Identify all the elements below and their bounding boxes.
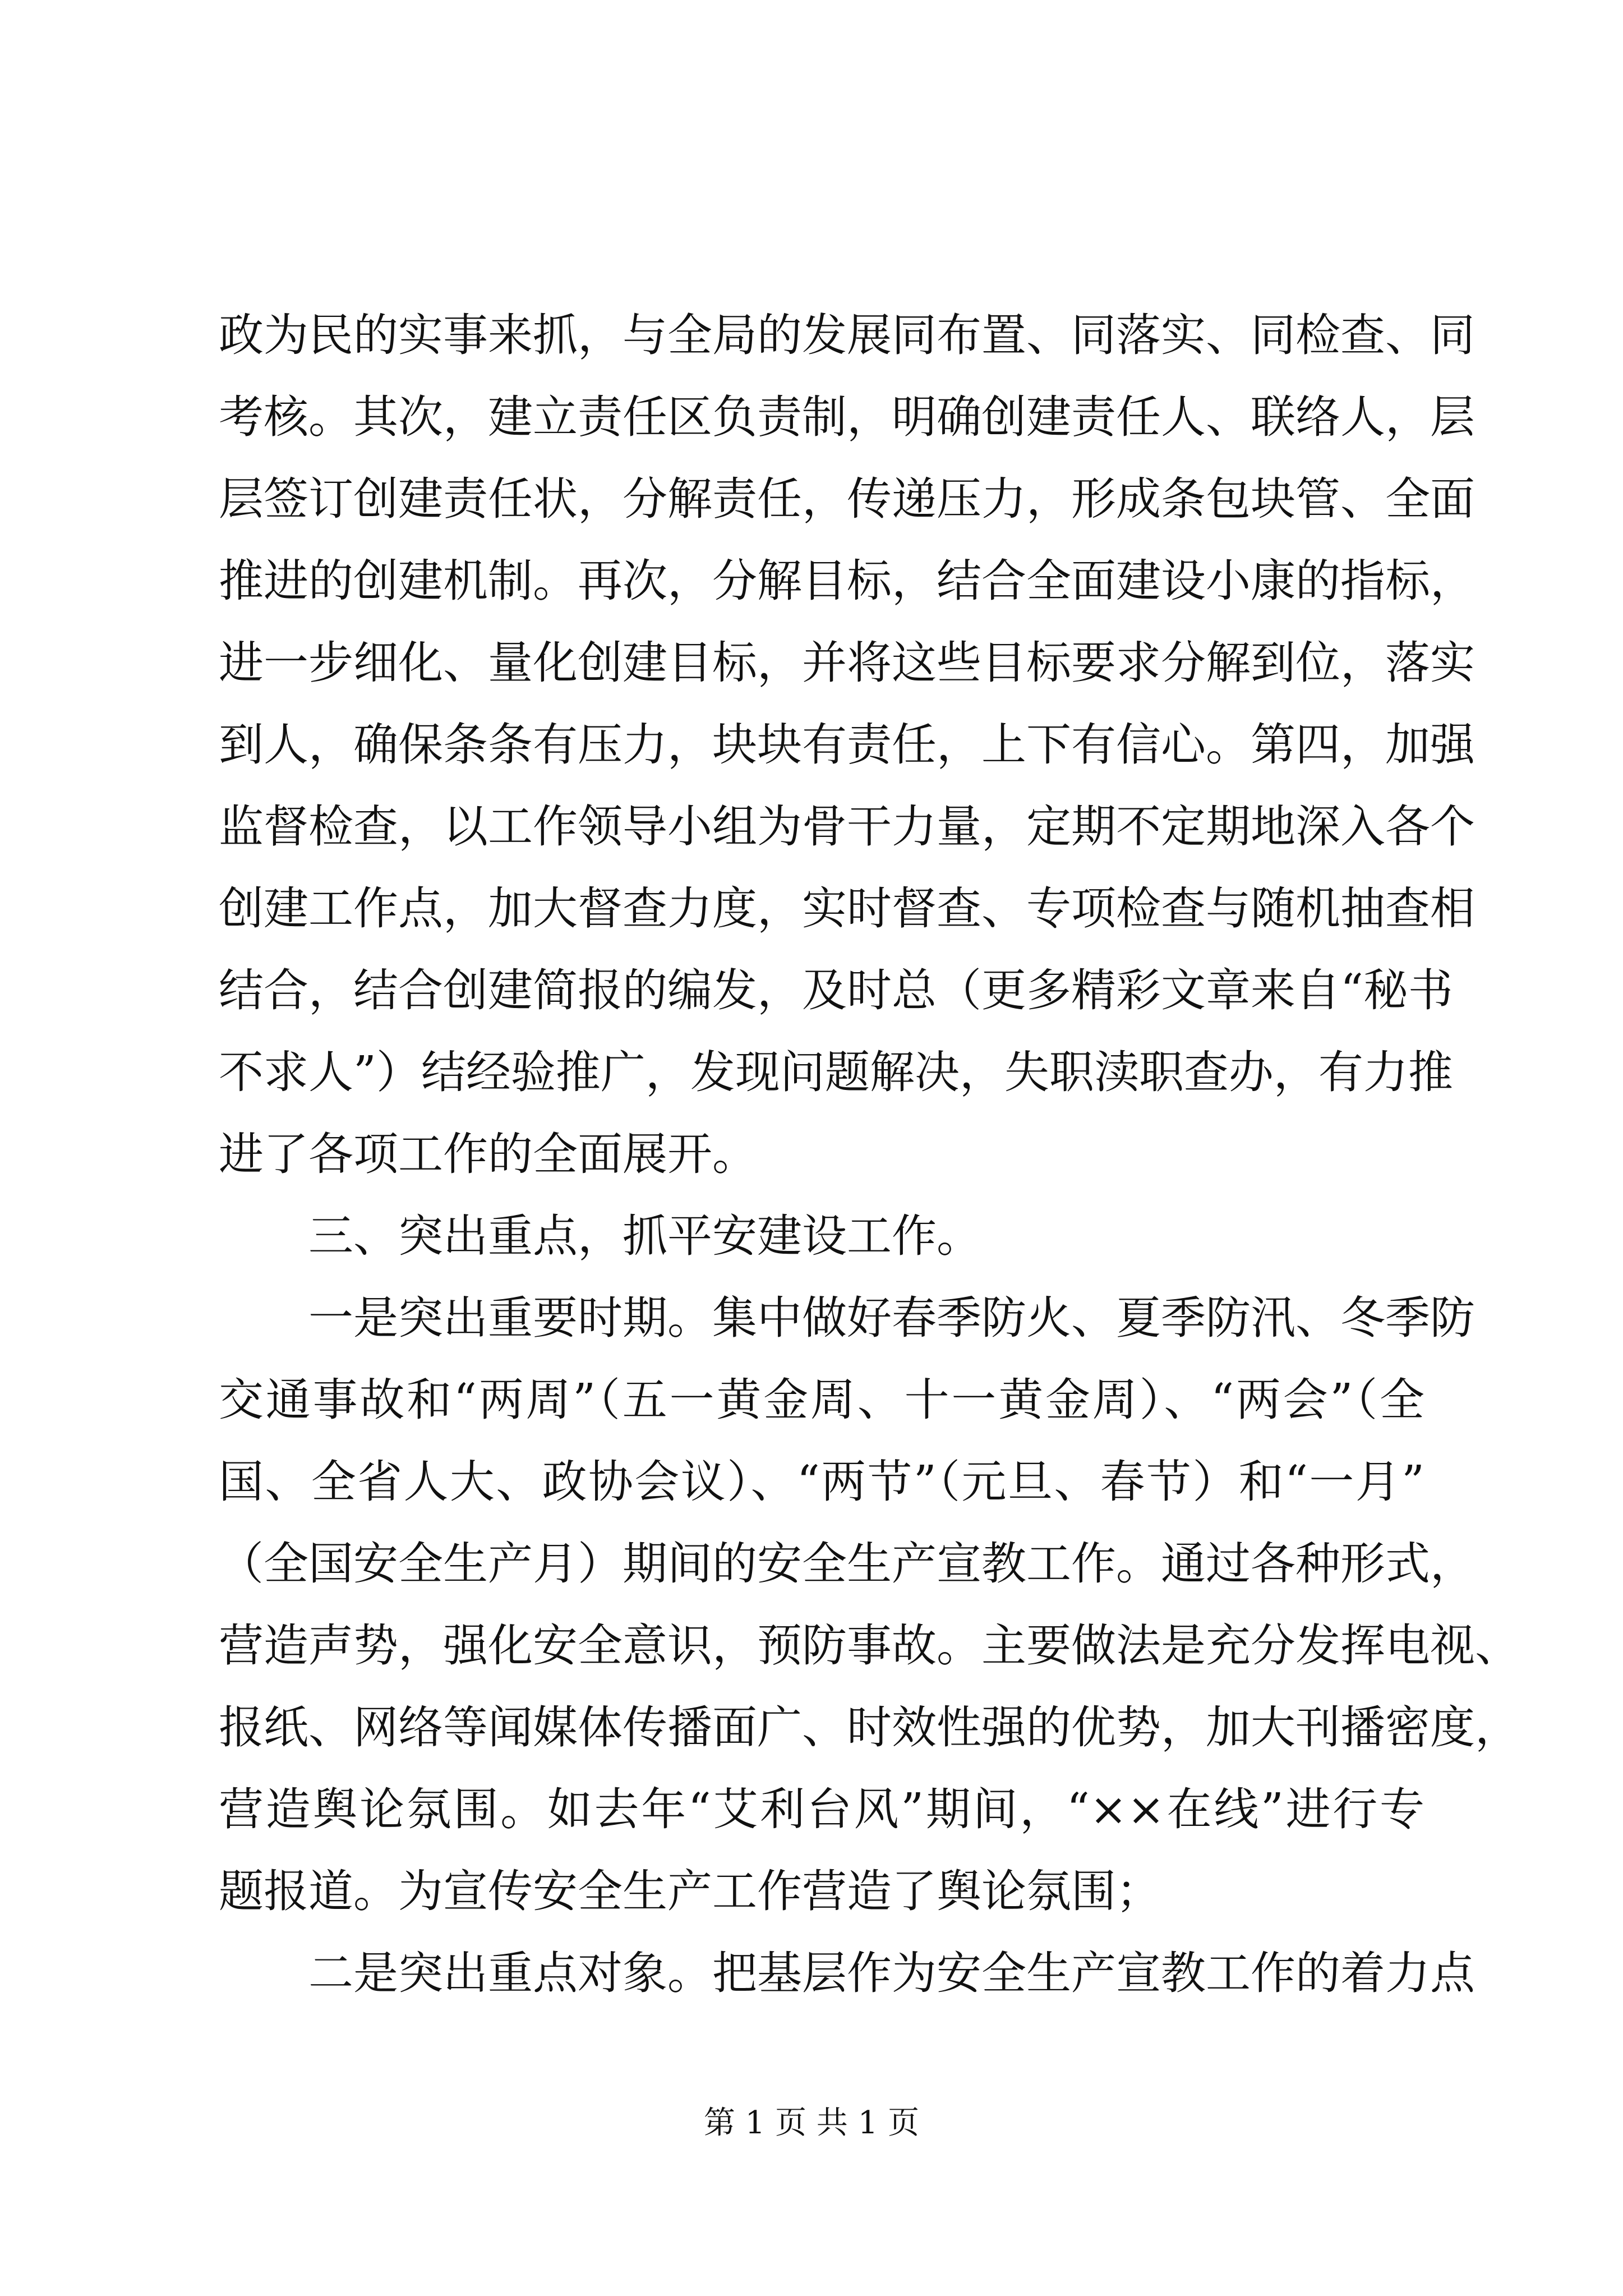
text-line: 交通事故和“两周”（五一黄金周、十一黄金周）、“两会”（全 [219,1374,1424,1426]
page-footer: 第 1 页 共 1 页 [703,2105,920,2141]
text-line: 进一步细化、量化创建目标，并将这些目标要求分解到位，落实 [219,637,1475,689]
text-line: 层签订创建责任状，分解责任，传递压力，形成条包块管、全面 [219,473,1475,525]
text-line: 不求人”）结经验推广，发现问题解决，失职渎职查办，有力推 [219,1046,1453,1098]
text-line: 营造舆论氛围。如去年“艾利台风”期间，“××在线”进行专 [219,1783,1424,1835]
text-line: 国、全省人大、政协会议）、“两节”（元旦、春节）和“一月” [219,1456,1424,1508]
text-line: 题报道。为宣传安全生产工作营造了舆论氛围； [219,1865,1161,1917]
text-line: 到人，确保条条有压力，块块有责任，上下有信心。第四，加强 [219,719,1475,771]
text-line: 监督检查，以工作领导小组为骨干力量，定期不定期地深入各个 [219,800,1475,853]
text-line: 推进的创建机制。再次，分解目标，结合全面建设小康的指标， [219,555,1475,607]
body-text [219,295,1520,2014]
text-line: 营造声势，强化安全意识，预防事故。主要做法是充分发挥电视、 [219,1619,1520,1672]
text-line: 政为民的实事来抓，与全局的发展同布置、同落实、同检查、同 [219,309,1475,361]
text-line: 二是突出重点对象。把基层作为安全生产宣教工作的着力点 [308,1947,1475,1999]
text-line: 考核。其次，建立责任区负责制，明确创建责任人、联络人，层 [219,391,1475,443]
text-line: 结合，结合创建简报的编发，及时总（更多精彩文章来自“秘书 [219,964,1453,1016]
text-line: 报纸、网络等闻媒体传播面广、时效性强的优势，加大刊播密度， [219,1701,1520,1754]
text-line: 一是突出重要时期。集中做好春季防火、夏季防汛、冬季防 [308,1292,1475,1344]
text-line: （全国安全生产月）期间的安全生产宣教工作。通过各种形式， [219,1538,1475,1590]
text-line: 创建工作点，加大督查力度，实时督查、专项检查与随机抽查相 [219,882,1475,935]
text-line: 三、突出重点，抓平安建设工作。 [308,1210,981,1262]
text-line: 进了各项工作的全面展开。 [219,1128,757,1180]
